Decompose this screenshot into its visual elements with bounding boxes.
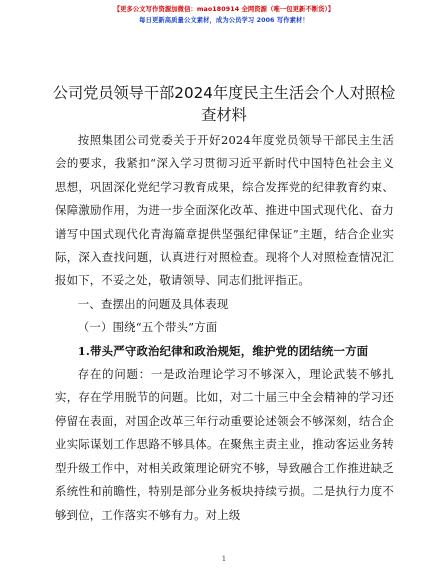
item-body-paragraph: 存在的问题：一是政治理论学习不够深入，理论武装不够扎实，存在学用脱节的问题。比如，对二十届三中全会精神的学习还停留在表面，对国企改革三年行动重要论述领会不够深刻，结合企业实际谋划工作思路不够具体。在聚焦主责主业，推动客运业务转型升级工作中，对相关政策理论研究不够，导致融合工作推进缺乏系统性和前瞻性，特别是部分业务板块持续亏损。二是执行力度不够到位，工作落实不够有力。对上级 xyxy=(55,367,394,522)
promo-banner-line-2: 每日更新高质量公文素材，成为公员学习 2006 写作素材！ xyxy=(139,17,309,24)
subsection-heading: （一）围绕“五个带头”方面 xyxy=(77,320,218,335)
promo-banner-line-1: 【更多公文写作资源加微信：mao180914 全网资源（唯一包更新不断货）】 xyxy=(113,6,335,13)
document-title: 公司党员领导干部2024年度民主生活会个人对照检查材料 xyxy=(52,84,396,124)
document-body xyxy=(55,129,394,527)
intro-paragraph: 按照集团公司党委关于开好2024年度党员领导干部民主生活会的要求，我紧扣“深入学习贯彻习近平新时代中国特色社会主义思想，巩固深化党纪学习教育成果，综合发挥党的纪律教育约束、保障激励作用，为进一步全面深化改革、推进中国式现代化、奋力谱写中国式现代化青海篇章提供坚强纪律保证”主题，结合企业实际，深入查找问题，认真进行对照检查。现将个人对照检查情况汇报如下，不妥之处，敬请领导、同志们批评指正。 xyxy=(55,133,394,288)
item-heading: 1.带头严守政治纪律和政治规矩，维护党的团结统一方面 xyxy=(77,343,369,358)
page-number: 1 xyxy=(221,555,227,563)
section-heading: 一、查摆出的问题及具体表现 xyxy=(77,296,229,311)
